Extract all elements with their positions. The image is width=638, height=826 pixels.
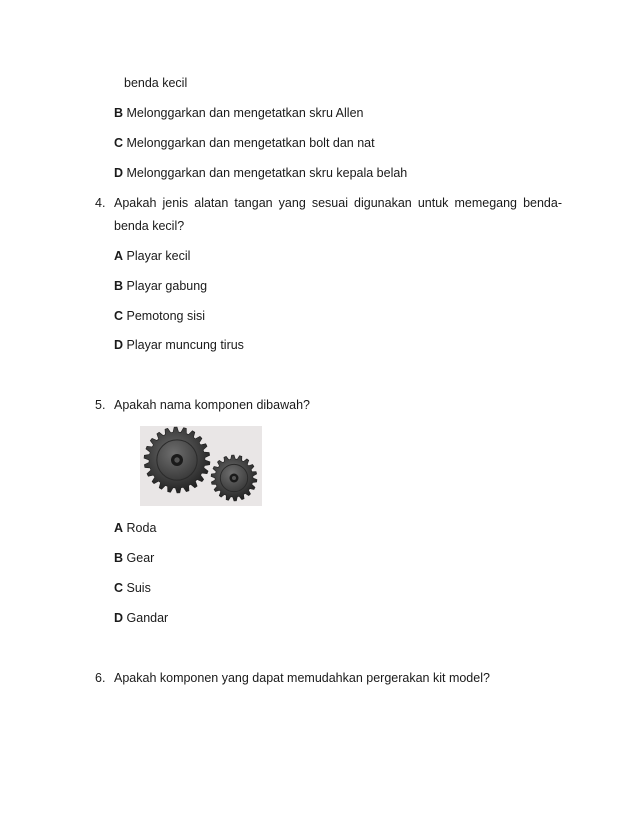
option-text: Melonggarkan dan mengetatkan bolt dan nat: [126, 136, 375, 150]
option-text: Gandar: [126, 611, 169, 625]
option-letter: B: [114, 279, 124, 293]
option-letter: C: [114, 581, 124, 595]
option-letter: A: [114, 521, 124, 535]
q4-option-b: [114, 278, 207, 294]
q4-option-a: [114, 248, 190, 264]
option-text: Playar gabung: [126, 279, 208, 293]
q5-number: 5.: [95, 398, 106, 412]
q3-continuation: benda kecil: [124, 76, 188, 90]
option-text: Gear: [126, 551, 155, 565]
q5-option-d: [114, 610, 168, 626]
option-letter: D: [114, 338, 124, 352]
q3-option-b: [114, 105, 363, 121]
option-letter: A: [114, 249, 124, 263]
option-text: Playar kecil: [126, 249, 191, 263]
q4-text-line1: Apakah jenis alatan tangan yang sesuai digunakan untuk memegang benda-: [114, 196, 562, 210]
option-text: Suis: [126, 581, 151, 595]
gears-icon: [140, 426, 262, 506]
q5-text: Apakah nama komponen dibawah?: [114, 398, 310, 412]
q4-text-line2: benda kecil?: [114, 219, 185, 233]
q6-text: Apakah komponen yang dapat memudahkan pergerakan kit model?: [114, 671, 490, 685]
gears-image: [140, 426, 262, 506]
q6-number: 6.: [95, 671, 106, 685]
option-letter: B: [114, 106, 124, 120]
option-letter: C: [114, 309, 124, 323]
option-letter: B: [114, 551, 124, 565]
option-letter: C: [114, 136, 124, 150]
q4-option-d: [114, 337, 244, 353]
option-text: Melonggarkan dan mengetatkan skru kepala belah: [126, 166, 408, 180]
q5-option-c: [114, 580, 151, 596]
option-text: Roda: [126, 521, 157, 535]
q3-option-d: [114, 165, 407, 181]
option-letter: D: [114, 166, 124, 180]
option-letter: D: [114, 611, 124, 625]
option-text: Playar muncung tirus: [126, 338, 244, 352]
q5-option-b: [114, 550, 154, 566]
q4-option-c: [114, 308, 205, 324]
q5-option-a: [114, 520, 156, 536]
q4-number: 4.: [95, 196, 106, 210]
q3-option-c: [114, 135, 375, 151]
option-text: Pemotong sisi: [126, 309, 206, 323]
option-text: Melonggarkan dan mengetatkan skru Allen: [126, 106, 364, 120]
